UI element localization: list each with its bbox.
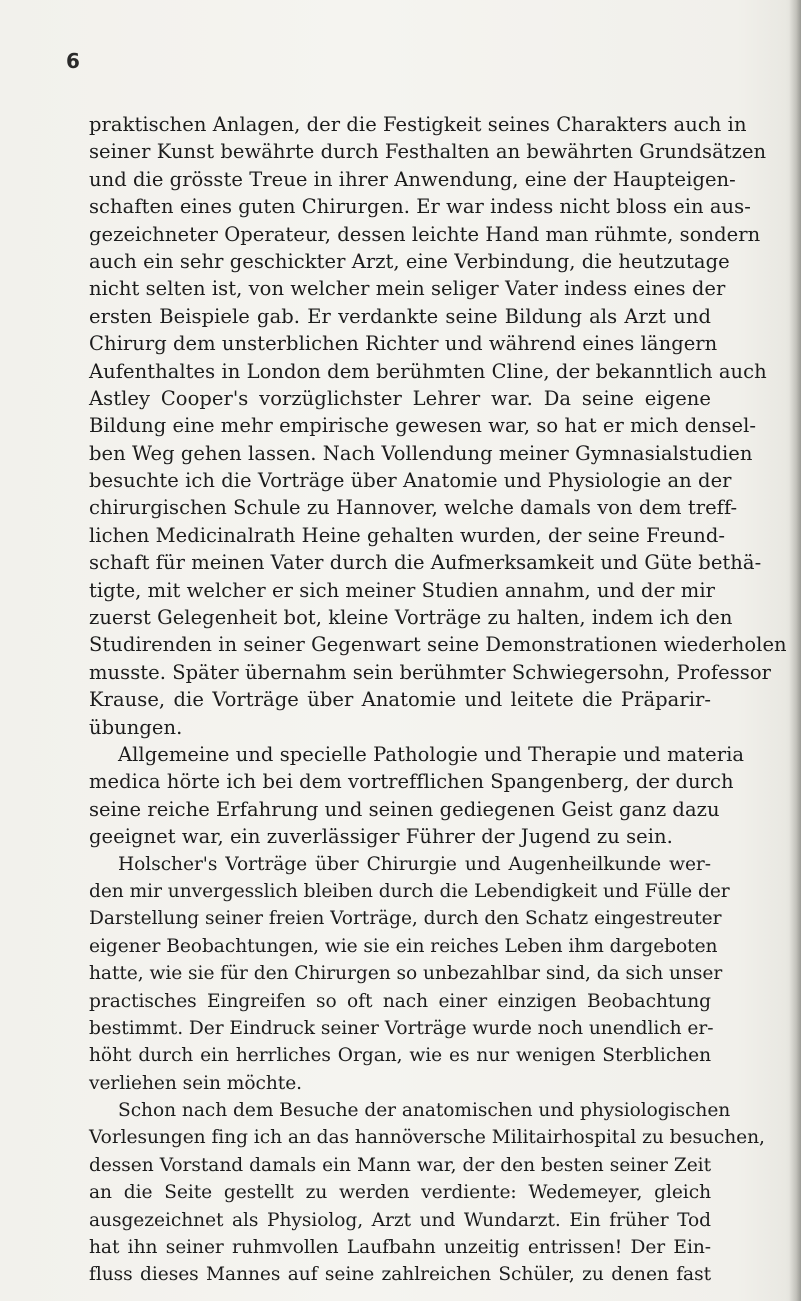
text-line: Krause, die Vorträge über Anatomie und leitete die Präparir- xyxy=(89,688,711,712)
paragraph-end-line: geeignet war, ein zuverlässiger Führer der Jugend zu sein. xyxy=(89,825,673,849)
text-line: Studirenden in seiner Gegenwart seine Demonstrationen wiederholen xyxy=(89,633,787,657)
text-line: Chirurg dem unsterblichen Richter und während eines längern xyxy=(89,332,718,356)
text-line: schaft für meinen Vater durch die Aufmerksamkeit und Güte bethä- xyxy=(89,551,762,575)
text-line: practisches Eingreifen so oft nach einer einzigen Beobachtung xyxy=(89,990,711,1012)
text-line: Bildung eine mehr empirische gewesen war, so hat er mich densel- xyxy=(89,414,757,438)
text-line: dessen Vorstand damals ein Mann war, der den besten seiner Zeit xyxy=(89,1154,711,1176)
text-line: nicht selten ist, von welcher mein seliger Vater indess eines der xyxy=(89,277,726,301)
text-line: musste. Später übernahm sein berühmter Schwiegersohn, Professor xyxy=(89,660,772,684)
paragraph-start-line: Holscher's Vorträge über Chirurgie und Augenheilkunde wer- xyxy=(118,853,711,875)
text-line: zuerst Gelegenheit bot, kleine Vorträge zu halten, indem ich den xyxy=(89,606,733,630)
text-line: bestimmt. Der Eindruck seiner Vorträge wurde noch unendlich er- xyxy=(89,1017,714,1039)
paragraph-start-line: Allgemeine und specielle Pathologie und Therapie und materia xyxy=(118,742,745,766)
text-line: gezeichneter Operateur, dessen leichte Hand man rühmte, sondern xyxy=(89,222,761,246)
paragraph-start-line: Schon nach dem Besuche der anatomischen und physiologischen xyxy=(118,1100,731,1122)
text-line: fluss dieses Mannes auf seine zahlreichen Schüler, zu denen fast xyxy=(89,1264,711,1286)
text-line: praktischen Anlagen, der die Festigkeit seines Charakters auch in xyxy=(89,113,747,136)
text-line: lichen Medicinalrath Heine gehalten wurden, der seine Freund- xyxy=(89,523,726,547)
text-line: tigte, mit welcher er sich meiner Studien annahm, und der mir xyxy=(89,578,715,602)
text-line: schaften eines guten Chirurgen. Er war indess nicht bloss ein aus- xyxy=(89,195,751,219)
text-line: Darstellung seiner freien Vorträge, durch den Schatz eingestreuter xyxy=(89,908,722,930)
text-line: an die Seite gestellt zu werden verdiente: Wedemeyer, gleich xyxy=(89,1182,711,1204)
text-line: chirurgischen Schule zu Hannover, welche damals von dem treff- xyxy=(89,496,738,520)
text-line: den mir unvergesslich bleiben durch die Lebendigkeit und Fülle der xyxy=(89,880,730,902)
text-line: ersten Beispiele gab. Er verdankte seine Bildung als Arzt und xyxy=(89,304,711,328)
text-line: seiner Kunst bewährte durch Festhalten an bewährten Grundsätzen xyxy=(89,140,767,164)
text-line: eigener Beobachtungen, wie sie ein reiches Leben ihm dargeboten xyxy=(89,935,718,957)
text-line: ben Weg gehen lassen. Nach Vollendung meiner Gymnasialstudien xyxy=(89,441,753,465)
text-line: ausgezeichnet als Physiolog, Arzt und Wundarzt. Ein früher Tod xyxy=(89,1209,711,1231)
page-number: 6 xyxy=(66,49,80,73)
text-line: medica hörte ich bei dem vortrefflichen Spangenberg, der durch xyxy=(89,770,734,794)
paragraph-end-line: übungen. xyxy=(89,715,183,739)
text-line: seine reiche Erfahrung und seinen gediegenen Geist ganz dazu xyxy=(89,797,720,821)
text-line: Vorlesungen fing ich an das hannöversche Militairhospital zu besuchen, xyxy=(89,1127,765,1149)
text-line: hat ihn seiner ruhmvollen Laufbahn unzeitig entrissen! Der Ein- xyxy=(89,1237,711,1259)
paragraph-end-line: verliehen sein möchte. xyxy=(89,1072,303,1094)
text-line: hatte, wie sie für den Chirurgen so unbezahlbar sind, da sich unser xyxy=(89,963,723,985)
text-line: höht durch ein herrliches Organ, wie es nur wenigen Sterblichen xyxy=(89,1045,711,1067)
body-text xyxy=(89,111,787,1289)
text-line: besuchte ich die Vorträge über Anatomie und Physiologie an der xyxy=(89,469,732,493)
page-edge-shadow xyxy=(789,0,801,1301)
text-line: Aufenthaltes in London dem berühmten Cline, der bekanntlich auch xyxy=(89,359,767,383)
text-line: Astley Cooper's vorzüglichster Lehrer war. Da seine eigene xyxy=(89,386,711,410)
text-line: und die grösste Treue in ihrer Anwendung, eine der Haupteigen- xyxy=(89,167,736,191)
text-line: auch ein sehr geschickter Arzt, eine Verbindung, die heutzutage xyxy=(89,249,730,273)
